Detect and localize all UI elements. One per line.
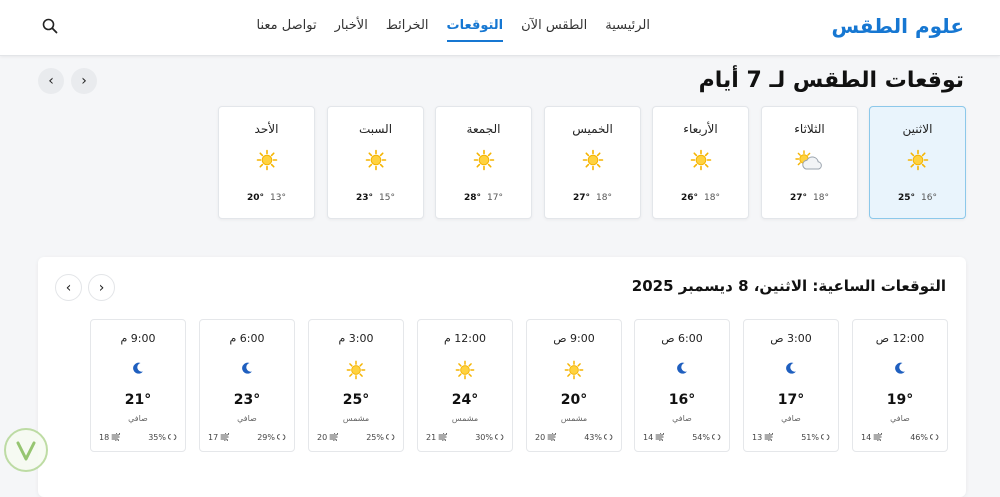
hour-stats (752, 432, 830, 443)
wind-value: 20 (535, 433, 546, 442)
day-card[interactable] (869, 106, 966, 219)
wind-stat (99, 432, 121, 443)
day-name: الخميس (572, 122, 613, 136)
hour-card[interactable] (743, 319, 839, 452)
hour-temp: 24° (451, 392, 479, 408)
wind-icon (329, 433, 339, 443)
hour-stats (317, 432, 395, 443)
nav-news[interactable]: الأخبار (334, 18, 368, 33)
humidity-stat (366, 432, 395, 443)
humidity-stat (475, 432, 504, 443)
hour-card[interactable] (308, 319, 404, 452)
wind-value: 18 (99, 433, 110, 442)
hour-card[interactable] (417, 319, 513, 452)
hour-condition: مشمس (451, 414, 479, 423)
humidity-value: 54% (692, 433, 710, 442)
high-temp: 26° (681, 193, 699, 203)
wind-icon (655, 433, 665, 443)
nav-home[interactable]: الرئيسية (605, 18, 650, 33)
chevron-left-icon: ‹ (48, 73, 54, 89)
hour-condition: صافي (672, 414, 692, 423)
wind-value: 14 (861, 433, 872, 442)
hour-temp: 25° (342, 392, 370, 408)
humidity-stat (692, 432, 721, 443)
day-card[interactable] (652, 106, 749, 219)
low-temp: 15° (379, 193, 395, 203)
high-temp: 28° (464, 193, 482, 203)
day-temps (219, 193, 314, 203)
hour-time: 9:00 ص (553, 332, 595, 345)
hour-card[interactable] (634, 319, 730, 452)
high-temp: 25° (898, 193, 916, 203)
hour-card[interactable] (526, 319, 622, 452)
chevron-right-icon: › (81, 73, 87, 89)
hour-time: 3:00 م (338, 332, 374, 345)
nav-forecasts[interactable]: التوقعات (446, 18, 504, 33)
humidity-value: 51% (801, 433, 819, 442)
sun-icon (256, 149, 278, 175)
site-logo[interactable]: علوم الطقس (831, 14, 964, 38)
hour-stats (861, 432, 939, 443)
day-name: السبت (358, 122, 393, 136)
hour-stats (99, 432, 177, 443)
partly-cloudy-icon (794, 149, 826, 177)
hour-condition: مشمس (342, 414, 370, 423)
day-card[interactable] (544, 106, 641, 219)
day-temps (653, 193, 748, 203)
hour-time: 9:00 م (120, 332, 156, 345)
main-nav (256, 18, 650, 33)
hour-condition: صافي (890, 414, 910, 423)
wind-stat (208, 432, 230, 443)
wind-stat (643, 432, 665, 443)
moon-icon (784, 360, 798, 379)
moon-icon (131, 360, 145, 379)
low-temp: 17° (487, 193, 503, 203)
hour-time: 6:00 ص (661, 332, 703, 345)
low-temp: 18° (704, 193, 720, 203)
wind-icon (873, 433, 883, 443)
hour-temp: 21° (124, 392, 152, 408)
humidity-icon (604, 432, 613, 443)
wind-value: 17 (208, 433, 219, 442)
wind-stat (535, 432, 557, 443)
sun-icon (564, 360, 584, 384)
hour-time: 6:00 م (229, 332, 265, 345)
day-temps (762, 193, 857, 203)
hour-stats (535, 432, 613, 443)
day-temps (328, 193, 423, 203)
top-navbar (0, 0, 1000, 56)
wind-stat (317, 432, 339, 443)
humidity-value: 30% (475, 433, 493, 442)
high-temp: 20° (247, 193, 265, 203)
hourly-forecast-title: التوقعات الساعية: الاثنين، 8 ديسمبر 2025 (631, 277, 946, 295)
humidity-stat (910, 432, 939, 443)
hour-temp: 17° (777, 392, 805, 408)
day-card[interactable] (327, 106, 424, 219)
day-name: الثلاثاء (794, 122, 825, 136)
wind-value: 14 (643, 433, 654, 442)
nav-contact[interactable]: تواصل معنا (256, 18, 317, 33)
wind-value: 13 (752, 433, 763, 442)
humidity-icon (277, 432, 286, 443)
humidity-icon (712, 432, 721, 443)
humidity-stat (148, 432, 177, 443)
hour-stats (208, 432, 286, 443)
sun-icon (455, 360, 475, 384)
day-temps (870, 193, 965, 203)
hour-time: 12:00 م (443, 332, 486, 345)
humidity-icon (168, 432, 177, 443)
wind-stat (752, 432, 774, 443)
wind-icon (111, 433, 121, 443)
moon-icon (240, 360, 254, 379)
sun-icon (907, 149, 929, 175)
sun-icon (365, 149, 387, 175)
humidity-value: 29% (257, 433, 275, 442)
day-card[interactable] (761, 106, 858, 219)
humidity-icon (386, 432, 395, 443)
high-temp: 27° (790, 193, 808, 203)
humidity-icon (495, 432, 504, 443)
humidity-stat (584, 432, 613, 443)
humidity-value: 46% (910, 433, 928, 442)
wind-value: 20 (317, 433, 328, 442)
wind-value: 21 (426, 433, 437, 442)
humidity-value: 35% (148, 433, 166, 442)
humidity-stat (801, 432, 830, 443)
high-temp: 27° (573, 193, 591, 203)
hourly-prev-button[interactable] (55, 274, 82, 301)
nav-weather-now[interactable]: الطقس الآن (521, 18, 588, 33)
wind-icon (220, 433, 230, 443)
wind-stat (861, 432, 883, 443)
sun-icon (690, 149, 712, 175)
moon-icon (893, 360, 907, 379)
day-temps (545, 193, 640, 203)
daily-next-button[interactable] (71, 68, 97, 94)
moon-icon (675, 360, 689, 379)
hour-card[interactable] (852, 319, 948, 452)
wind-stat (426, 432, 448, 443)
hour-time: 3:00 ص (770, 332, 812, 345)
hour-condition: صافي (128, 414, 148, 423)
humidity-value: 43% (584, 433, 602, 442)
daily-prev-button[interactable] (38, 68, 64, 94)
wind-icon (547, 433, 557, 443)
humidity-stat (257, 432, 286, 443)
day-temps (436, 193, 531, 203)
hour-time: 12:00 ص (875, 332, 925, 345)
humidity-value: 25% (366, 433, 384, 442)
leaf-logo-icon (4, 428, 48, 472)
hour-card[interactable] (199, 319, 295, 452)
hour-condition: صافي (237, 414, 257, 423)
wind-icon (438, 433, 448, 443)
high-temp: 23° (356, 193, 374, 203)
hour-stats (643, 432, 721, 443)
search-icon[interactable] (42, 18, 60, 36)
day-name: الجمعة (466, 122, 501, 136)
hour-temp: 20° (560, 392, 588, 408)
humidity-icon (821, 432, 830, 443)
humidity-icon (930, 432, 939, 443)
sun-icon (582, 149, 604, 175)
low-temp: 18° (813, 193, 829, 203)
day-card[interactable] (435, 106, 532, 219)
day-name: الأربعاء (683, 122, 718, 136)
hour-temp: 16° (668, 392, 696, 408)
low-temp: 13° (270, 193, 286, 203)
chevron-right-icon: › (98, 279, 105, 296)
daily-forecast-title: توقعات الطقس لـ 7 أيام (698, 68, 964, 93)
chevron-left-icon: ‹ (65, 279, 72, 296)
hour-temp: 19° (886, 392, 914, 408)
sun-icon (346, 360, 366, 384)
hour-stats (426, 432, 504, 443)
hourly-next-button[interactable] (88, 274, 115, 301)
wind-icon (764, 433, 774, 443)
low-temp: 18° (596, 193, 612, 203)
sun-icon (473, 149, 495, 175)
hour-temp: 23° (233, 392, 261, 408)
nav-maps[interactable]: الخرائط (385, 18, 429, 33)
hour-card[interactable] (90, 319, 186, 452)
day-card[interactable] (218, 106, 315, 219)
low-temp: 16° (921, 193, 937, 203)
hour-condition: مشمس (560, 414, 588, 423)
day-name: الأحد (254, 122, 279, 136)
day-name: الاثنين (902, 122, 933, 136)
hour-condition: صافي (781, 414, 801, 423)
